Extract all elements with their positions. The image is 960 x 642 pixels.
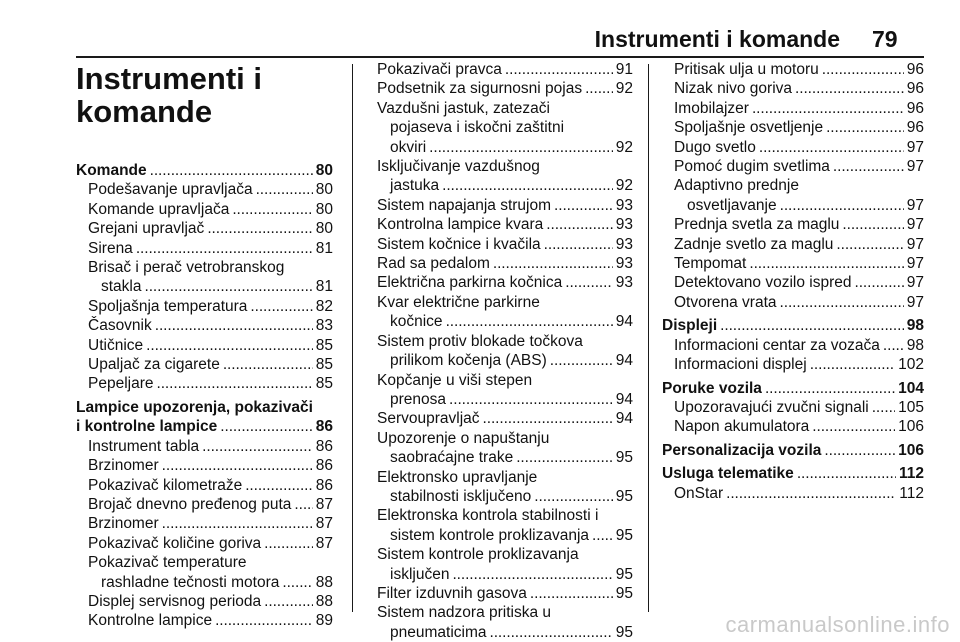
toc-page-number: 80	[315, 181, 333, 199]
toc-entry-text: Sistem nadzora pritiska u	[377, 604, 552, 622]
toc-entry-text: Brisač i perač vetrobranskog	[88, 259, 285, 277]
leader-dots	[264, 592, 313, 611]
leader-dots	[449, 390, 613, 409]
toc-page-number: 86	[315, 476, 333, 494]
toc-page-number: 81	[315, 278, 333, 296]
toc-entry[interactable]	[365, 79, 633, 98]
toc-entry[interactable]	[76, 258, 333, 297]
toc-entry-text: Sirena	[88, 239, 133, 257]
toc-entry-text: Adaptivno prednje	[674, 177, 799, 195]
toc-page-number: 87	[315, 515, 333, 533]
toc-entry-text: Imobilajzer	[674, 99, 749, 117]
toc-page-number: 97	[906, 138, 924, 156]
toc-entry-text: Tempomat	[674, 255, 747, 273]
toc-entry-text: prilikom kočenja (ABS)	[390, 352, 547, 370]
toc-entry[interactable]	[76, 495, 333, 514]
toc-page-number: 95	[615, 526, 633, 544]
toc-entry-text: Detektovano vozilo ispred	[674, 274, 852, 292]
toc-entry-text: jastuka	[390, 177, 440, 195]
leader-dots	[146, 336, 313, 355]
toc-entry-text: Pokazivač kilometraže	[88, 476, 243, 494]
toc-page-number: 94	[615, 313, 633, 331]
toc-entry[interactable]	[662, 484, 924, 503]
running-header-title: Instrumenti i komande	[594, 26, 840, 52]
toc-entry[interactable]	[662, 336, 924, 355]
toc-page-number: 83	[315, 317, 333, 335]
toc-page-number: 93	[615, 255, 633, 273]
toc-section-entry[interactable]	[662, 464, 924, 483]
leader-dots	[442, 176, 613, 195]
toc-entry-text: Filter izduvnih gasova	[377, 584, 527, 602]
leader-dots	[812, 417, 895, 436]
toc-entry-text: Sistem kontrole proklizavanja	[377, 546, 579, 564]
leader-dots	[752, 99, 904, 118]
toc-page-number: 95	[615, 584, 633, 602]
leader-dots	[483, 409, 613, 428]
page-header	[0, 26, 960, 56]
toc-page-number: 97	[906, 274, 924, 292]
toc-page-number: 98	[906, 317, 924, 335]
toc-entry[interactable]	[662, 60, 924, 79]
page-number: 79	[872, 26, 898, 52]
toc-entry-text: Električna parkirna kočnica	[377, 274, 563, 292]
toc-page-number: 97	[906, 196, 924, 214]
toc-page-number: 82	[315, 297, 333, 315]
leader-dots	[749, 254, 903, 273]
toc-entry[interactable]	[365, 468, 633, 507]
toc-entry[interactable]	[76, 553, 333, 592]
toc-entry[interactable]	[662, 254, 924, 273]
toc-entry-text: rashladne tečnosti motora	[101, 573, 280, 591]
leader-dots	[795, 79, 904, 98]
toc-entry[interactable]	[365, 584, 633, 603]
toc-page-number: 94	[615, 352, 633, 370]
toc-entry[interactable]	[662, 157, 924, 176]
toc-entry-text: Kontrolne lampice	[88, 612, 213, 630]
leader-dots	[145, 277, 313, 296]
leader-dots	[585, 79, 613, 98]
toc-entry[interactable]	[76, 297, 333, 316]
toc-entry[interactable]	[662, 118, 924, 137]
toc-entry[interactable]	[76, 316, 333, 335]
leader-dots	[720, 316, 904, 335]
toc-page-number: 93	[615, 274, 633, 292]
toc-entry[interactable]	[76, 239, 333, 258]
toc-entry[interactable]	[365, 409, 633, 428]
toc-entry-text: Zadnje svetlo za maglu	[674, 235, 834, 253]
leader-dots	[836, 235, 903, 254]
toc-page-number: 91	[615, 61, 633, 78]
toc-page-number: 104	[898, 379, 924, 397]
toc-entry-text: Dugo svetlo	[674, 138, 756, 156]
toc-page-number: 87	[315, 495, 333, 513]
leader-dots	[245, 476, 313, 495]
toc-entry[interactable]	[76, 219, 333, 238]
toc-page-number: 102	[898, 356, 924, 374]
toc-entry-text: Informacioni displej	[674, 356, 807, 374]
toc-entry-text: isključen	[390, 565, 450, 583]
toc-page-number: 96	[906, 61, 924, 78]
leader-dots	[232, 200, 312, 219]
toc-entry[interactable]	[76, 611, 333, 630]
toc-entry[interactable]	[662, 417, 924, 436]
toc-entry-text: Spoljašnja temperatura	[88, 297, 248, 315]
toc-page-number: 85	[315, 375, 333, 393]
leader-dots	[759, 138, 904, 157]
toc-page-number: 94	[615, 390, 633, 408]
toc-entry[interactable]	[365, 429, 633, 468]
toc-page-number: 88	[315, 592, 333, 610]
toc-entry-text: prenosa	[390, 390, 447, 408]
toc-entry-text: Sistem protiv blokade točkova	[377, 332, 583, 350]
toc-entry-text: Utičnice	[88, 336, 144, 354]
leader-dots	[202, 437, 313, 456]
toc-entry-text: Personalizacija vozila	[662, 441, 822, 459]
leader-dots	[565, 273, 613, 292]
toc-entry[interactable]	[365, 99, 633, 157]
leader-dots	[530, 584, 613, 603]
toc-entry-text: Časovnik	[88, 317, 152, 335]
toc-section-entry[interactable]	[662, 316, 924, 335]
leader-dots	[842, 215, 903, 234]
toc-entry-text: Komande upravljača	[88, 200, 230, 218]
toc-entry-text: Upaljač za cigarete	[88, 356, 220, 374]
column-divider	[648, 64, 649, 612]
toc-entry-text: stabilnosti isključeno	[390, 487, 532, 505]
leader-dots	[765, 379, 895, 398]
toc-entry[interactable]	[662, 79, 924, 98]
leader-dots	[490, 623, 613, 642]
leader-dots	[136, 239, 313, 258]
leader-dots	[855, 273, 904, 292]
toc-page-number: 95	[615, 623, 633, 641]
leader-dots	[546, 215, 612, 234]
toc-entry-text: Usluga telematike	[662, 465, 794, 483]
leader-dots	[282, 573, 312, 592]
toc-page-number: 97	[906, 158, 924, 176]
toc-entry[interactable]	[662, 99, 924, 118]
toc-entry[interactable]	[662, 355, 924, 374]
toc-list	[76, 161, 333, 631]
toc-entry[interactable]	[76, 336, 333, 355]
toc-entry-text: Elektronsko upravljanje	[377, 468, 538, 486]
toc-entry-text: osvetljavanje	[687, 196, 777, 214]
toc-entry[interactable]	[662, 215, 924, 234]
toc-entry-text: Isključivanje vazdušnog	[377, 158, 540, 176]
toc-page-number: 86	[315, 437, 333, 455]
toc-column-3	[662, 60, 924, 503]
toc-entry-text: Napon akumulatora	[674, 418, 810, 436]
header-divider	[76, 56, 924, 58]
toc-page-number: 88	[315, 573, 333, 591]
toc-page-number: 92	[615, 80, 633, 98]
toc-entry[interactable]	[76, 592, 333, 611]
leader-dots	[822, 60, 904, 79]
toc-entry[interactable]	[662, 398, 924, 417]
toc-page-number: 81	[315, 239, 333, 257]
toc-entry[interactable]	[76, 476, 333, 495]
toc-entry-text: Lampice upozorenja, pokazivači	[76, 398, 313, 416]
toc-section-entry[interactable]	[76, 161, 333, 180]
leader-dots	[264, 534, 313, 553]
toc-section-entry[interactable]	[76, 398, 333, 437]
leader-dots	[826, 118, 904, 137]
toc-entry-text: saobraćajne trake	[390, 449, 514, 467]
toc-entry-text: Elektronska kontrola stabilnosti i	[377, 507, 599, 525]
leader-dots	[505, 60, 613, 79]
toc-page-number: 96	[906, 80, 924, 98]
toc-page-number: 80	[315, 220, 333, 238]
toc-entry-text: Prednja svetla za maglu	[674, 216, 840, 234]
toc-entry[interactable]	[365, 603, 633, 642]
toc-entry-text: Servoupravljač	[377, 410, 480, 428]
leader-dots	[872, 398, 895, 417]
toc-entry[interactable]	[76, 180, 333, 199]
toc-section-entry[interactable]	[662, 441, 924, 460]
toc-page-number: 97	[906, 235, 924, 253]
leader-dots	[155, 316, 313, 335]
toc-entry-text: OnStar	[674, 484, 724, 502]
toc-entry-text: Nizak nivo goriva	[674, 80, 793, 98]
toc-entry-text: Brzinomer	[88, 515, 159, 533]
toc-page-number: 112	[899, 484, 924, 502]
toc-entry-text: okviri	[390, 138, 427, 156]
toc-entry[interactable]	[76, 374, 333, 393]
toc-entry[interactable]	[365, 196, 633, 215]
leader-dots	[883, 336, 904, 355]
leader-dots	[780, 293, 904, 312]
toc-entry-text: Kvar električne parkirne	[377, 293, 540, 311]
leader-dots	[554, 196, 613, 215]
toc-column-2	[365, 60, 633, 642]
toc-entry[interactable]	[365, 293, 633, 332]
toc-page-number: 85	[315, 356, 333, 374]
toc-entry[interactable]	[365, 254, 633, 273]
watermark: carmanualsonline.info	[725, 612, 950, 637]
toc-page-number: 106	[898, 441, 924, 459]
leader-dots	[833, 157, 904, 176]
toc-page-number: 97	[906, 293, 924, 311]
leader-dots	[550, 351, 613, 370]
toc-entry[interactable]	[76, 200, 333, 219]
toc-entry-text: Upozoravajući zvučni signali	[674, 398, 869, 416]
toc-entry[interactable]	[662, 235, 924, 254]
toc-page-number: 95	[615, 487, 633, 505]
toc-page-number: 80	[315, 162, 333, 179]
toc-page-number: 92	[615, 177, 633, 195]
toc-entry-text: Rad sa pedalom	[377, 255, 490, 273]
leader-dots	[534, 487, 612, 506]
leader-dots	[157, 374, 313, 393]
toc-page-number: 96	[906, 119, 924, 137]
toc-column-1	[76, 62, 333, 631]
toc-page-number: 93	[615, 235, 633, 253]
toc-entry-text: Podsetnik za sigurnosni pojas	[377, 80, 583, 98]
leader-dots	[516, 448, 613, 467]
toc-page-number: 98	[906, 336, 924, 354]
toc-entry[interactable]	[662, 273, 924, 292]
toc-entry-text: Instrument tabla	[88, 437, 200, 455]
toc-entry[interactable]	[365, 506, 633, 545]
toc-entry[interactable]	[76, 456, 333, 475]
toc-page-number: 93	[615, 196, 633, 214]
leader-dots	[810, 355, 895, 374]
toc-page-number: 97	[906, 216, 924, 234]
toc-entry-text: pneumaticima	[390, 623, 487, 641]
toc-entry-text: Otvorena vrata	[674, 293, 777, 311]
toc-entry-text: Pepeljare	[88, 375, 154, 393]
toc-entry-text: Vazdušni jastuk, zatezači	[377, 99, 550, 117]
toc-entry[interactable]	[76, 534, 333, 553]
toc-entry-text: Informacioni centar za vozača	[674, 336, 880, 354]
toc-entry[interactable]	[365, 157, 633, 196]
leader-dots	[446, 312, 613, 331]
toc-entry[interactable]	[76, 514, 333, 533]
chapter-title: Instrumenti i komande	[76, 61, 263, 129]
toc-list	[365, 60, 633, 642]
leader-dots	[726, 484, 896, 503]
toc-entry-text: Upozorenje o napuštanju	[377, 429, 550, 447]
toc-entry-text: pojaseva i iskočni zaštitni	[390, 119, 565, 137]
toc-entry-text: Grejani upravljač	[88, 220, 205, 238]
toc-entry-text: Poruke vozila	[662, 379, 762, 397]
toc-entry[interactable]	[365, 215, 633, 234]
toc-entry[interactable]	[365, 371, 633, 410]
leader-dots	[223, 355, 313, 374]
leader-dots	[150, 161, 313, 180]
toc-page-number: 95	[615, 449, 633, 467]
toc-entry-text: Spoljašnje osvetljenje	[674, 119, 824, 137]
toc-entry-text: Sistem kočnice i kvačila	[377, 235, 541, 253]
toc-entry-text: Brzinomer	[88, 457, 159, 475]
toc-page-number: 96	[906, 99, 924, 117]
leader-dots	[294, 495, 312, 514]
toc-entry[interactable]	[365, 273, 633, 292]
toc-entry-text: Kopčanje u viši stepen	[377, 371, 533, 389]
toc-entry-text: Pritisak ulja u motoru	[674, 61, 819, 78]
leader-dots	[429, 138, 613, 157]
leader-dots	[215, 611, 313, 630]
toc-entry[interactable]	[365, 332, 633, 371]
toc-entry[interactable]	[365, 60, 633, 79]
toc-page-number: 86	[315, 418, 333, 436]
column-divider	[352, 64, 353, 612]
toc-entry[interactable]	[662, 293, 924, 312]
toc-page-number: 87	[315, 534, 333, 552]
leader-dots	[780, 196, 904, 215]
toc-page-number: 105	[898, 398, 924, 416]
toc-page-number: 94	[615, 410, 633, 428]
toc-page-number: 89	[315, 612, 333, 630]
toc-entry-text: Brojač dnevno pređenog puta	[88, 495, 292, 513]
toc-section-entry[interactable]	[662, 379, 924, 398]
toc-page-number: 97	[906, 255, 924, 273]
toc-list	[662, 60, 924, 503]
leader-dots	[220, 417, 312, 436]
toc-page-number: 93	[615, 216, 633, 234]
leader-dots	[256, 180, 313, 199]
toc-entry[interactable]	[365, 235, 633, 254]
leader-dots	[493, 254, 613, 273]
toc-entry-text: Pokazivači pravca	[377, 61, 502, 78]
toc-entry-text: Podešavanje upravljača	[88, 181, 253, 199]
toc-entry-text: Pokazivač količine goriva	[88, 534, 262, 552]
toc-page-number: 106	[898, 418, 924, 436]
toc-entry-text: Pokazivač temperature	[88, 554, 247, 572]
leader-dots	[207, 219, 312, 238]
leader-dots	[162, 456, 313, 475]
toc-entry[interactable]	[76, 437, 333, 456]
toc-entry[interactable]	[662, 176, 924, 215]
toc-entry[interactable]	[662, 138, 924, 157]
toc-entry-text: i kontrolne lampice	[76, 418, 218, 436]
toc-page-number: 92	[615, 138, 633, 156]
leader-dots	[452, 565, 612, 584]
toc-entry-text: Kontrolna lampice kvara	[377, 216, 544, 234]
toc-page-number: 86	[315, 457, 333, 475]
toc-entry[interactable]	[365, 545, 633, 584]
leader-dots	[592, 526, 613, 545]
leader-dots	[250, 297, 312, 316]
toc-entry-text: Displeji	[662, 317, 718, 335]
leader-dots	[162, 514, 313, 533]
leader-dots	[544, 235, 613, 254]
toc-page-number: 85	[315, 336, 333, 354]
toc-entry-text: stakla	[101, 278, 142, 296]
toc-entry-text: Displej servisnog perioda	[88, 592, 262, 610]
toc-entry-text: Pomoć dugim svetlima	[674, 158, 830, 176]
toc-page-number: 80	[315, 200, 333, 218]
leader-dots	[797, 464, 896, 483]
toc-entry-text: kočnice	[390, 313, 443, 331]
toc-page-number: 112	[898, 465, 924, 483]
toc-page-number: 95	[615, 565, 633, 583]
toc-entry-text: sistem kontrole proklizavanja	[390, 526, 590, 544]
leader-dots	[824, 441, 895, 460]
toc-entry-text: Komande	[76, 162, 147, 179]
toc-entry-text: Sistem napajanja strujom	[377, 196, 552, 214]
toc-entry[interactable]	[76, 355, 333, 374]
